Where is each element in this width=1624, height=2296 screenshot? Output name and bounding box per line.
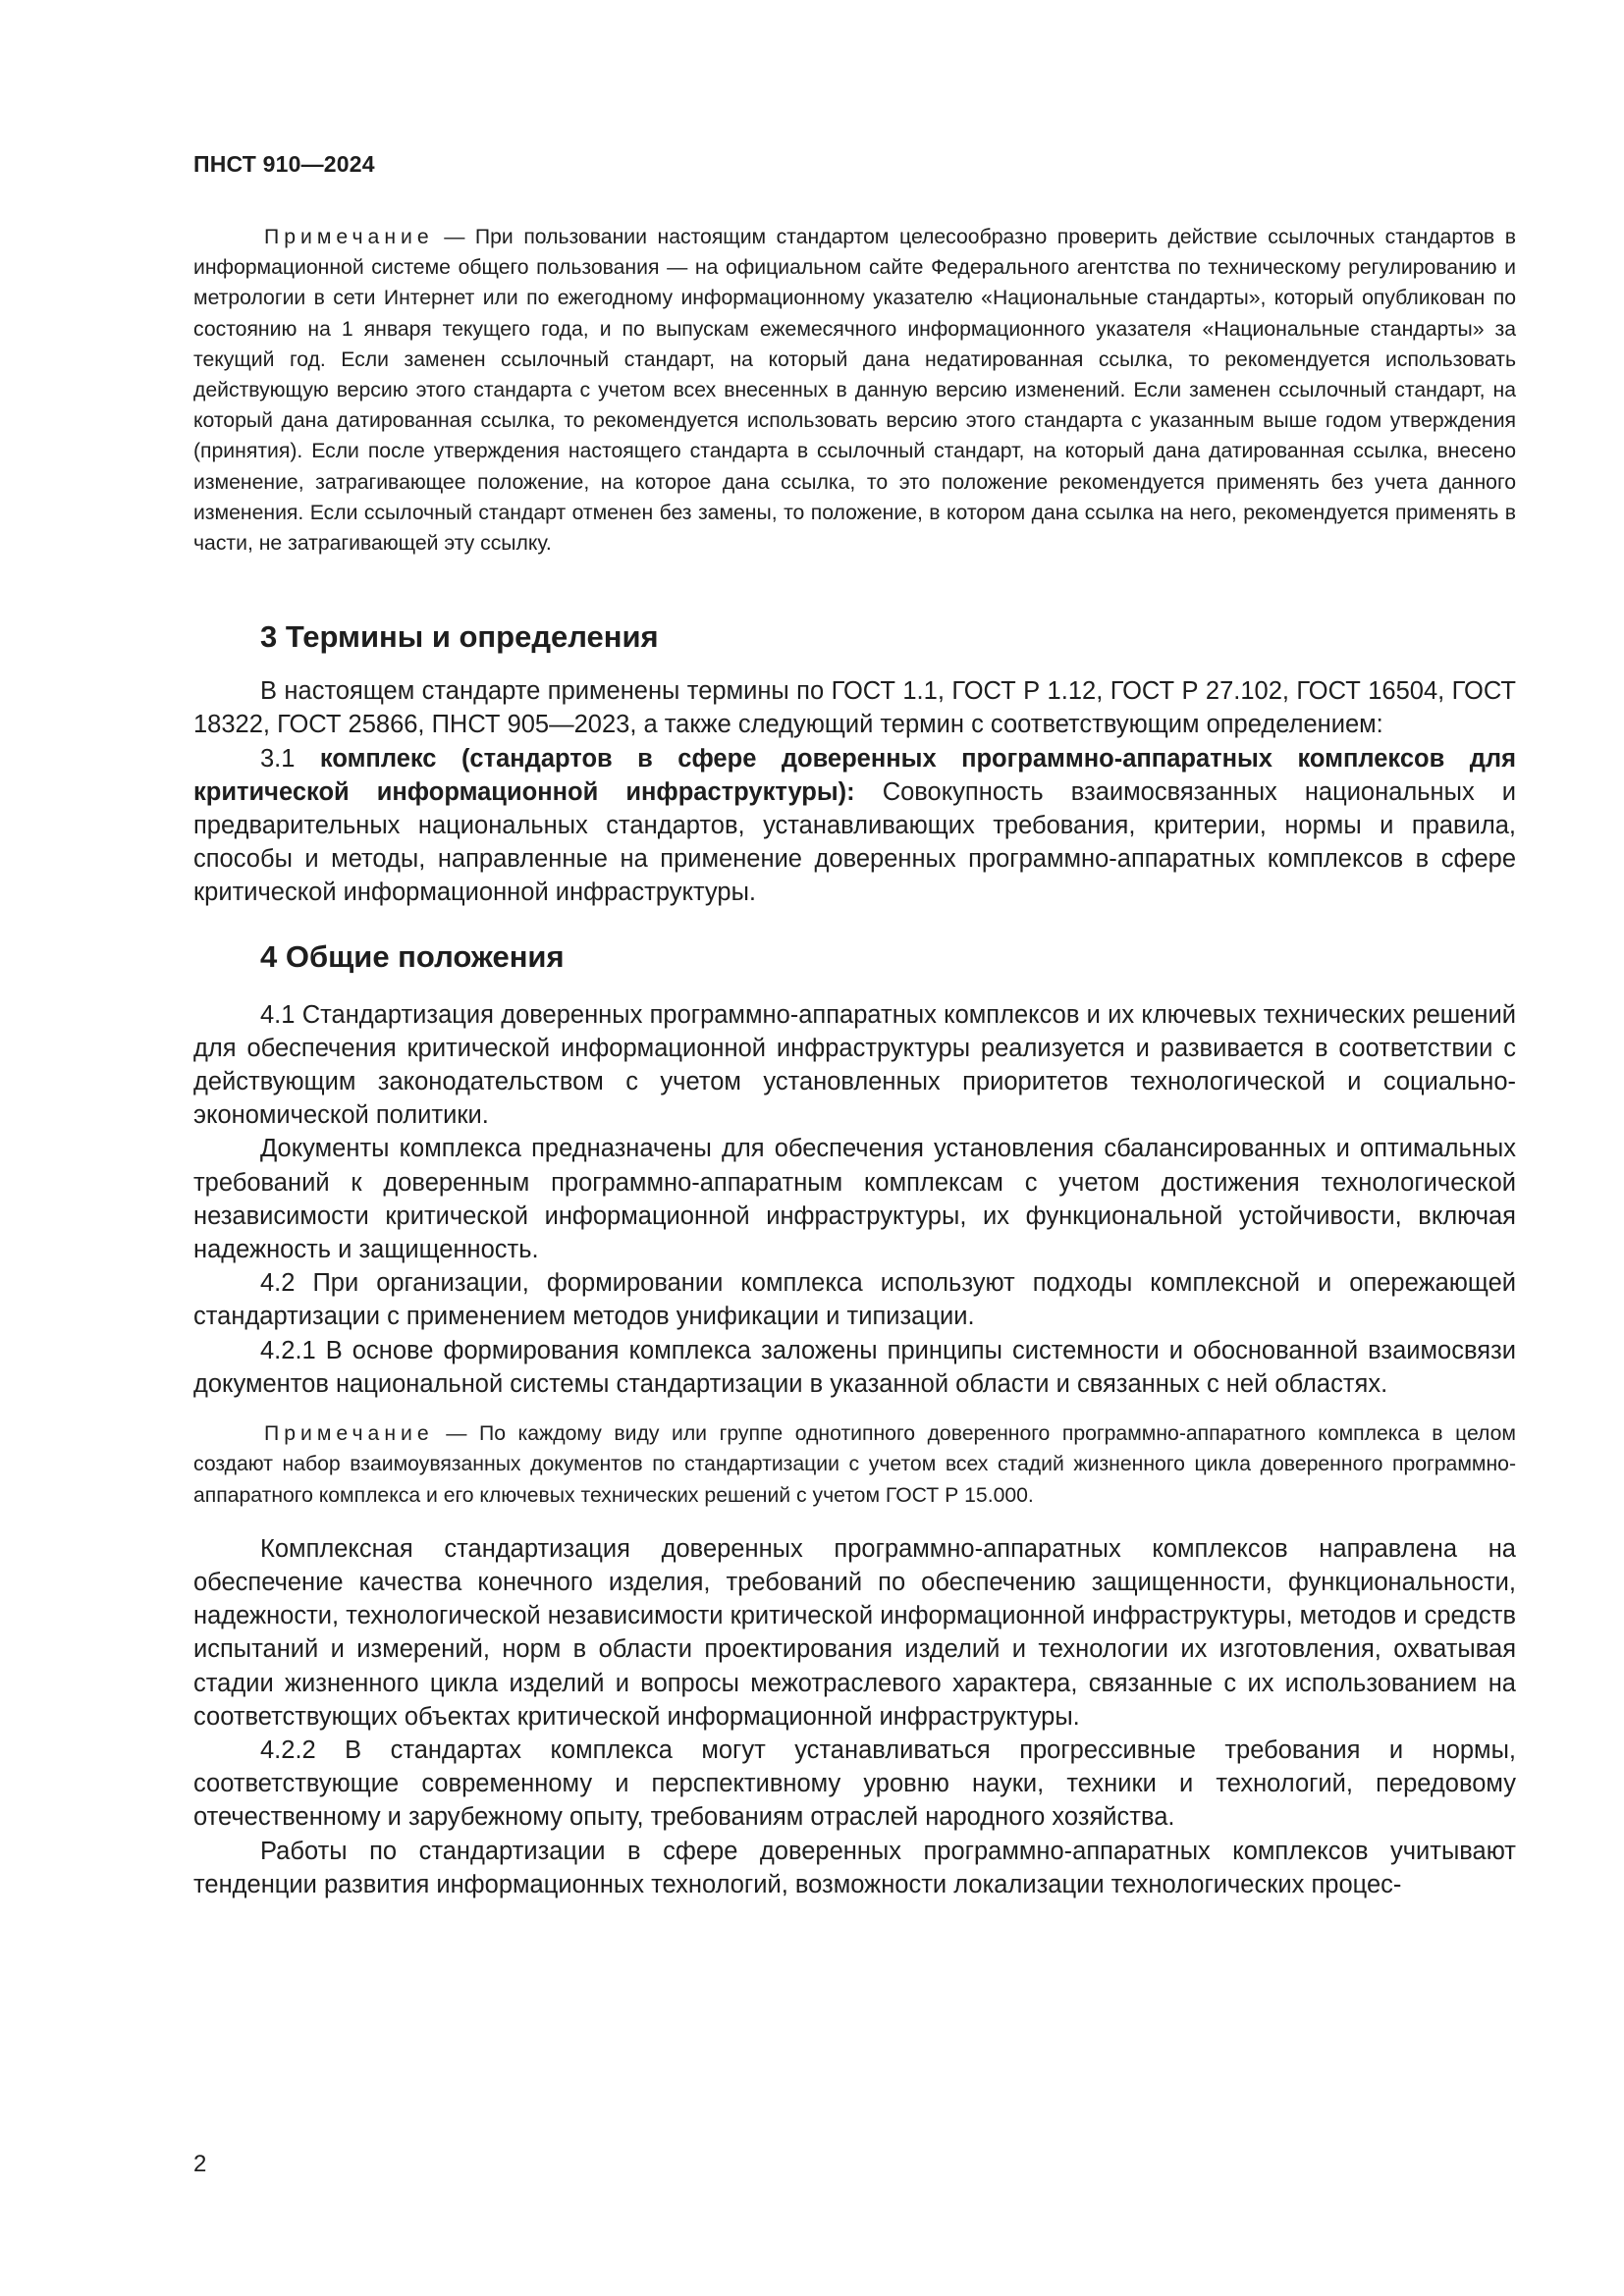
paragraph-complex-standardization: Комплексная стандартизация доверенных программно-аппаратных комплексов направлена на обеспечение качества конечного изделия, требований по обеспечению защищенности, функциональности, надежности, технологической независимости критической информационной инфраструктуры, методов и средств испытаний и измерений, норм в области проектирования изделий и технологии их изготовления, охватывая стадии жизненного цикла изделий и вопросы межотраслевого характера, связанные с их использованием на соответствующих объектах критической информационной инфраструктуры. (193, 1534, 1516, 1731)
section-4-heading: 4 Общие положения (260, 938, 565, 974)
paragraph-4-2-2: 4.2.2 В стандартах комплекса могут устанавливаться прогрессивные требования и нормы, соответствующие современному и перспективному уровню науки, техники и технологий, передовому отечественному и зарубежному опыту, требованиям отраслей народного хозяйства. (193, 1735, 1516, 1832)
note-text: — По каждому виду или группе однотипного доверенного программно-аппаратного комплекса в целом создают набор взаимоувязанных документов по стандартизации с учетом всех стадий жизненного цикла доверенного программно-аппаратного комплекса и его ключевых технических решений с учетом ГОСТ Р 15.000. (193, 1422, 1516, 1507)
term-number: 3.1 (260, 744, 320, 773)
page-content (193, 222, 1516, 1901)
term-definition: Совокупность взаимосвязанных национальных и предварительных национальных стандартов, устанавливающих требования, критерии, нормы и правила, способы и методы, направленные на применение доверенных программно-аппаратных комплексов в сфере критической информационной инфраструктуры. (193, 777, 1516, 907)
note-complex (193, 1418, 1516, 1511)
note-references (193, 222, 1516, 559)
paragraph-4-1: 4.1 Стандартизация доверенных программно-аппаратных комплексов и их ключевых технических решений для обеспечения критической информационной инфраструктуры реализуется и развивается в соответствии с действующим законодательством с учетом установленных приоритетов технологической и социально-экономической политики. (193, 1000, 1516, 1130)
document-code: ПНСТ 910—2024 (193, 151, 375, 177)
term-name: комплекс (стандартов в сфере доверенных программно-аппаратных комплексов для критической информационной инфраструктуры): (193, 744, 1516, 806)
paragraph-documents: Документы комплекса предназначены для обеспечения установления сбалансированных и оптимальных требований к доверенным программно-аппаратным комплексам с учетом достижения технологической независимости критической информационной инфраструктуры, их функциональной устойчивости, включая надежность и защищенность. (193, 1135, 1516, 1264)
section-3-heading: 3 Термины и определения (260, 619, 659, 655)
note-label: Примечание (264, 226, 434, 248)
note-text: — При пользовании настоящим стандартом целесообразно проверить действие ссылочных стандартов в информационной системе общего пользования — на официальном сайте Федерального агентства по техническому регулированию и метрологии в сети Интернет или по ежегодному информационному указателю «Национальные стандарты», который опубликован по состоянию на 1 января текущего года, и по выпускам ежемесячного информационного указателя «Национальные стандарты» за текущий год. Если заменен ссылочный стандарт, на который дана недатированная ссылка, то рекомендуется использовать действующую версию этого стандарта с учетом всех внесенных в данную версию изменений. Если заменен ссылочный стандарт, на который дана датированная ссылка, то рекомендуется использовать версию этого стандарта с указанным выше годом утверждения (принятия). Если после утверждения настоящего стандарта в ссылочный стандарт, на который дана датированная ссылка, внесено изменение, затрагивающее положение, на которое дана ссылка, то это положение рекомендуется применять без учета данного изменения. Если ссылочный стандарт отменен без замены, то положение, в котором дана ссылка на него, рекомендуется применять в части, не затрагивающей эту ссылку. (193, 226, 1516, 556)
paragraph-4-2-1: 4.2.1 В основе формирования комплекса заложены принципы системности и обоснованной взаимосвязи документов национальной системы стандартизации в указанной области и связанных с ней областях. (193, 1336, 1516, 1398)
paragraph-works: Работы по стандартизации в сфере доверенных программно-аппаратных комплексов учитывают тенденции развития информационных технологий, возможности локализации технологических процес- (193, 1837, 1516, 1898)
page-number: 2 (193, 2151, 207, 2177)
paragraph-4-2: 4.2 При организации, формировании комплекса используют подходы комплексной и опережающей стандартизации с применением методов унификации и типизации. (193, 1269, 1516, 1331)
term-3-1 (193, 742, 1516, 910)
section-3-intro: В настоящем стандарте применены термины по ГОСТ 1.1, ГОСТ Р 1.12, ГОСТ Р 27.102, ГОСТ 16504, ГОСТ 18322, ГОСТ 25866, ПНСТ 905—2023, а также следующий термин с соответствующим определением: (193, 677, 1516, 739)
note-label: Примечание (264, 1422, 434, 1446)
